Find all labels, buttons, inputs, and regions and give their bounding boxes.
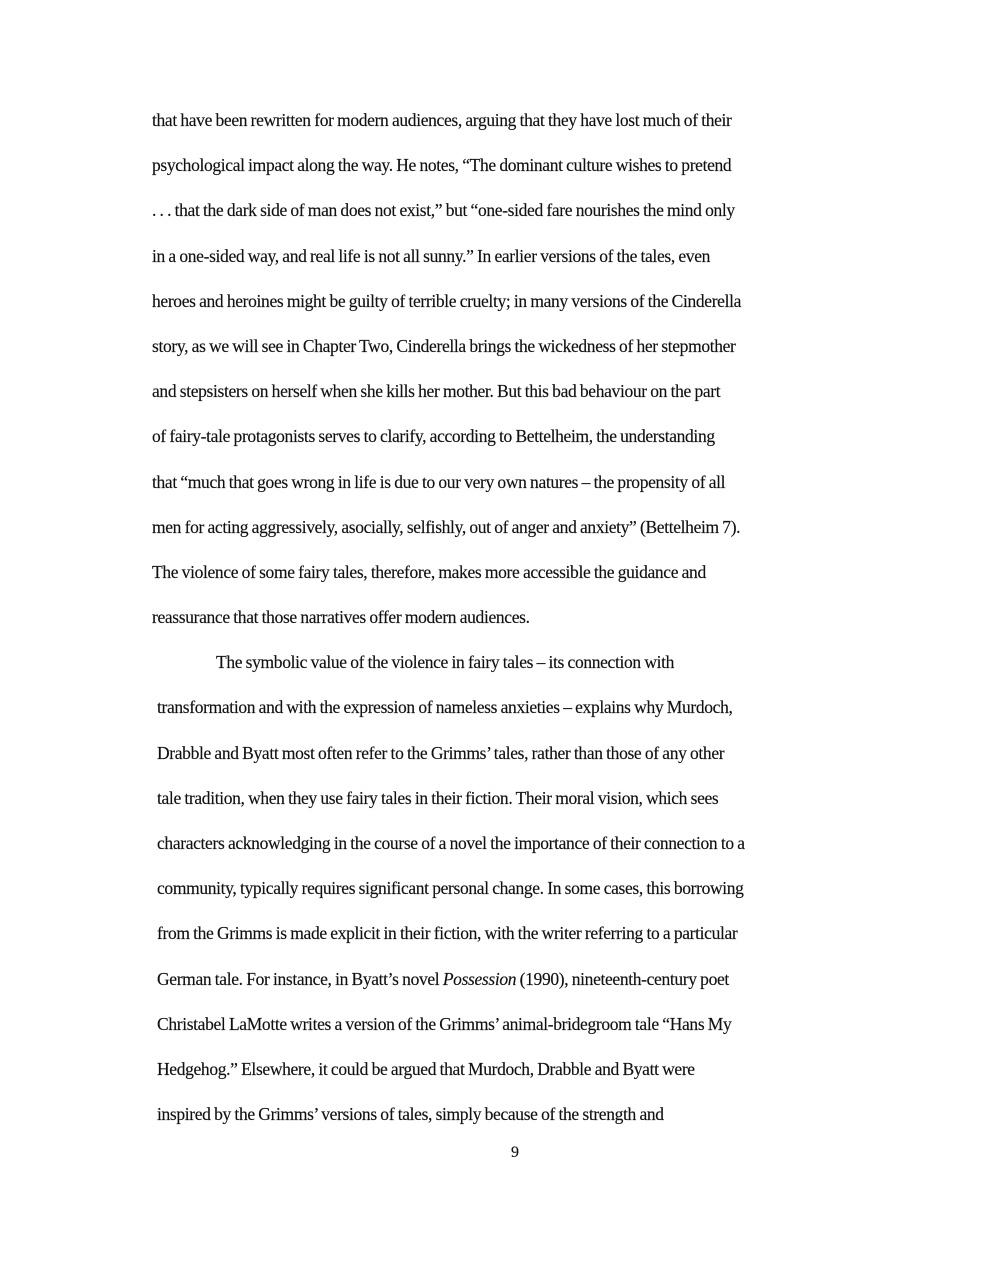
text-line: men for acting aggressively, asocially, selfishly, out of anger and anxiety” (Bettelheim 7). [152,516,741,537]
text-line [152,957,892,1002]
text-line: of fairy-tale protagonists serves to clarify, according to Bettelheim, the understanding [152,426,715,447]
text-line: reassurance that those narratives offer modern audiences. [152,607,530,628]
text-line: The violence of some fairy tales, therefore, makes more accessible the guidance and [152,561,706,582]
page-number: 9 [511,1144,519,1161]
paragraph [152,640,892,1137]
text-line: that “much that goes wrong in life is due to our very own natures – the propensity of all [152,471,726,492]
text-line: story, as we will see in Chapter Two, Cinderella brings the wickedness of her stepmother [152,335,736,356]
text-segment: German tale. For instance, in Byatt’s novel [157,968,443,989]
text-line: psychological impact along the way. He notes, “The dominant culture wishes to pretend [152,155,732,176]
text-line: heroes and heroines might be guilty of terrible cruelty; in many versions of the Cinderella [152,290,742,311]
text-line: Christabel LaMotte writes a version of the Grimms’ animal-bridegroom tale “Hans My [157,1013,732,1034]
book-title: Possession [442,968,517,989]
text-line: . . . that the dark side of man does not exist,” but “one-sided fare nourishes the mind only [152,200,735,221]
text-line: in a one-sided way, and real life is not all sunny.” In earlier versions of the tales, even [152,245,711,266]
text-line: Drabble and Byatt most often refer to the Grimms’ tales, rather than those of any other [157,742,725,763]
body-text [152,98,892,1137]
text-line: inspired by the Grimms’ versions of tales, simply because of the strength and [157,1104,664,1125]
text-line: from the Grimms is made explicit in their fiction, with the writer referring to a particular [157,923,738,944]
text-line: tale tradition, when they use fairy tales in their fiction. Their moral vision, which sees [157,787,719,808]
text-line: characters acknowledging in the course of a novel the importance of their connection to a [157,833,745,853]
paragraph [152,98,892,640]
text-line: The symbolic value of the violence in fairy tales – its connection with [216,652,675,673]
text-line: transformation and with the expression of nameless anxieties – explains why Murdoch, [157,697,733,718]
text-segment: (1990), nineteenth-century poet [516,968,729,989]
text-line: that have been rewritten for modern audiences, arguing that they have lost much of their [152,110,732,130]
text-line: Hedgehog.” Elsewhere, it could be argued that Murdoch, Drabble and Byatt were [157,1058,695,1079]
text-line: and stepsisters on herself when she kills her mother. But this bad behaviour on the part [152,381,721,402]
text-line: community, typically requires significant personal change. In some cases, this borrowing [157,878,744,899]
